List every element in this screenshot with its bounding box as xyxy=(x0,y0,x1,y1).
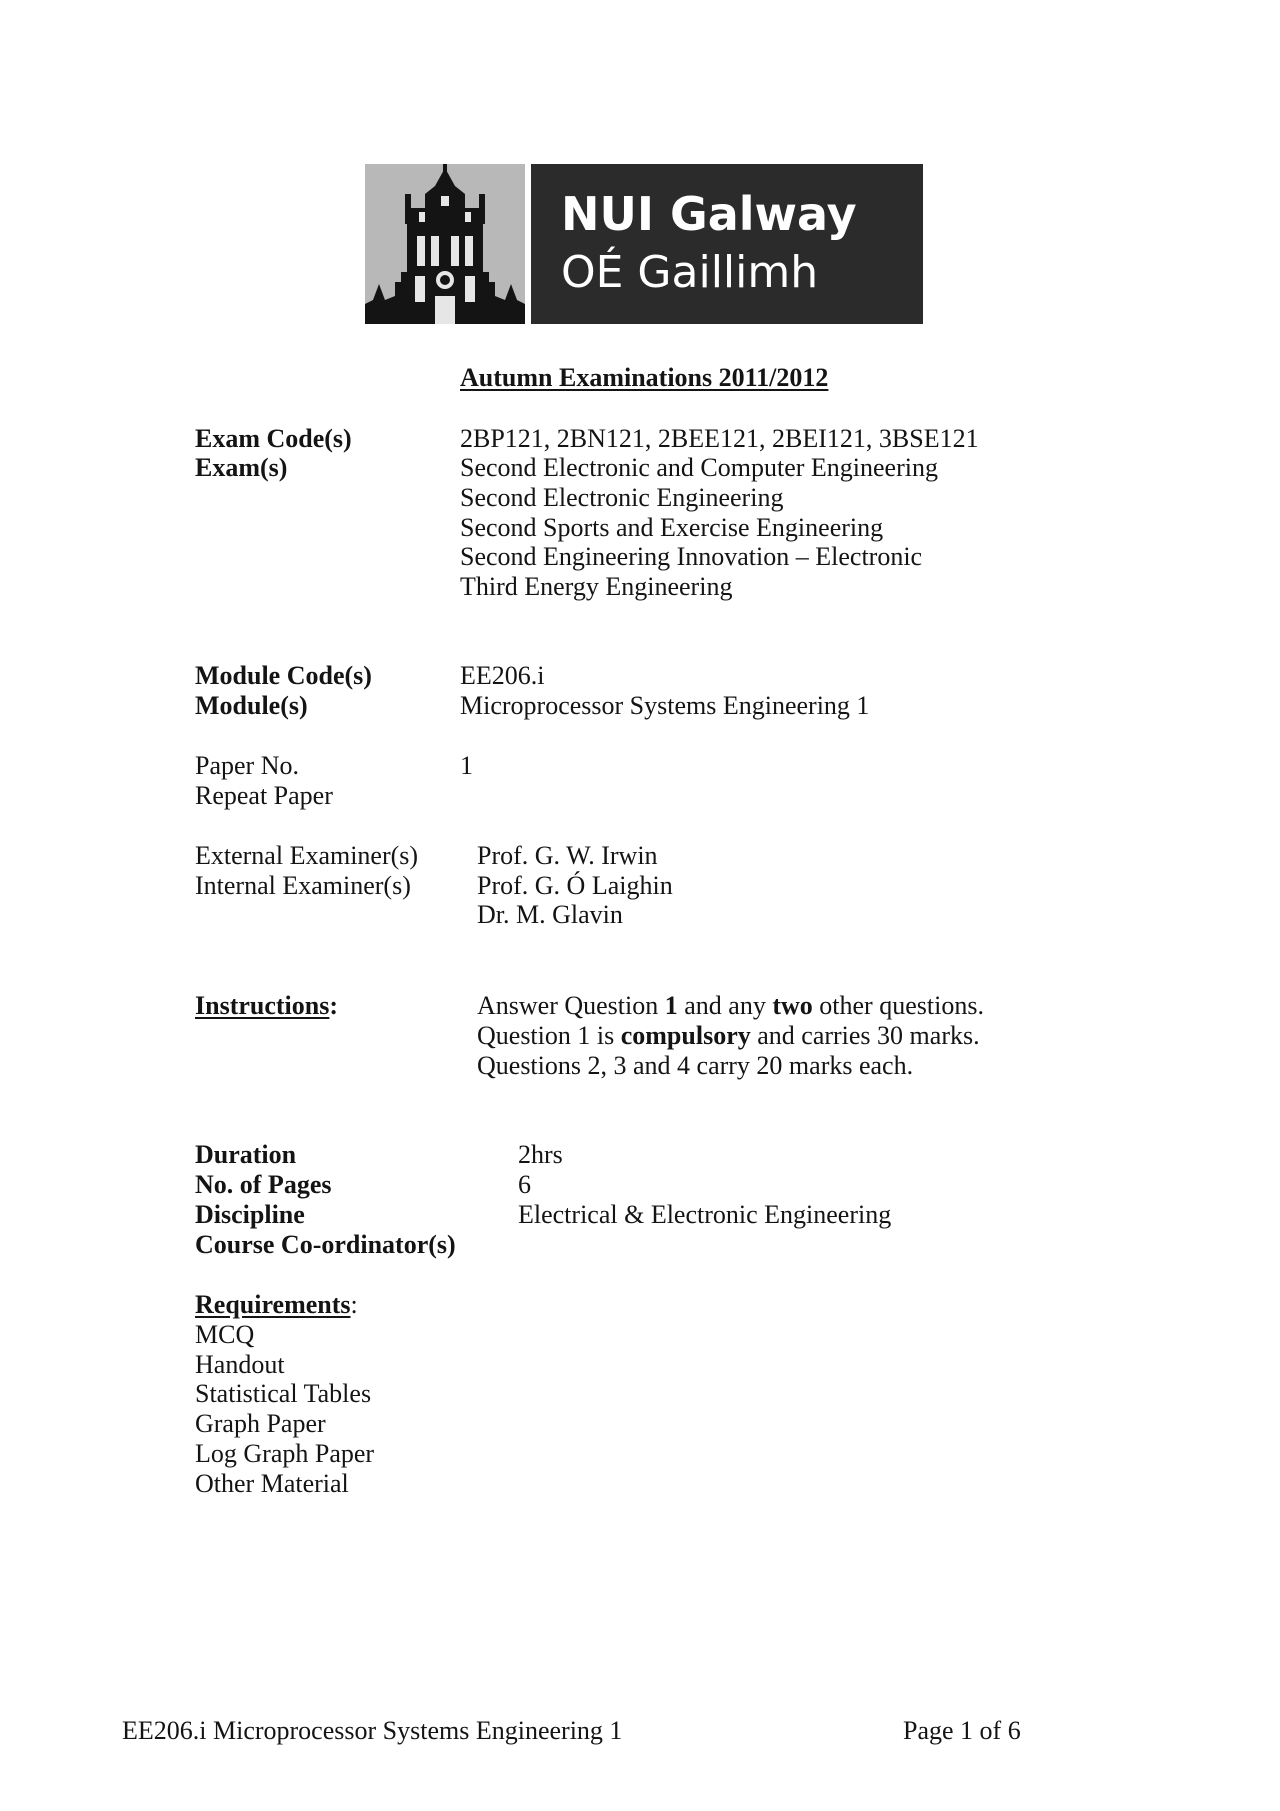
external-examiner-name: Prof. G. W. Irwin xyxy=(477,841,658,870)
instruction-emphasis: compulsory xyxy=(620,1021,751,1050)
footer-module-title: EE206.i Microprocessor Systems Engineering 1 xyxy=(122,1716,623,1745)
module-codes-label: Module Code(s) xyxy=(195,661,372,690)
requirements-label-colon: : xyxy=(350,1290,358,1319)
exams-label: Exam(s) xyxy=(195,453,288,482)
requirement-item: Statistical Tables xyxy=(195,1379,372,1408)
internal-examiner-name: Prof. G. Ó Laighin xyxy=(477,871,673,900)
requirement-item: Other Material xyxy=(195,1469,349,1498)
exam-codes-value: 2BP121, 2BN121, 2BEE121, 2BEI121, 3BSE121 xyxy=(460,424,979,453)
instructions-label xyxy=(195,991,338,1021)
logo-wordmark xyxy=(531,164,923,324)
exam-name: Second Sports and Exercise Engineering xyxy=(460,513,884,542)
no-of-pages-label: No. of Pages xyxy=(195,1170,332,1199)
module-codes-value: EE206.i xyxy=(460,661,545,690)
exam-name: Second Engineering Innovation – Electronic xyxy=(460,542,923,571)
repeat-paper-label: Repeat Paper xyxy=(195,781,333,810)
tower-emblem-icon xyxy=(365,164,525,324)
instruction-text: and carries 30 marks. xyxy=(750,1021,980,1050)
exam-title: Autumn Examinations 2011/2012 xyxy=(460,363,829,392)
instruction-emphasis: 1 xyxy=(664,991,678,1020)
instruction-line-3: Questions 2, 3 and 4 carry 20 marks each. xyxy=(477,1051,914,1080)
footer-page-number: Page 1 of 6 xyxy=(903,1716,1021,1745)
instruction-text: and any xyxy=(677,991,773,1020)
instructions-label-text: Instructions xyxy=(195,991,330,1020)
requirement-item: Handout xyxy=(195,1350,285,1379)
internal-examiner-name: Dr. M. Glavin xyxy=(477,900,623,929)
instruction-text: Answer Question xyxy=(477,991,665,1020)
exam-name: Third Energy Engineering xyxy=(460,572,733,601)
course-coordinator-label: Course Co-ordinator(s) xyxy=(195,1230,456,1259)
instruction-text: Question 1 is xyxy=(477,1021,621,1050)
instruction-text: other questions. xyxy=(812,991,984,1020)
modules-label: Module(s) xyxy=(195,691,308,720)
paper-no-value: 1 xyxy=(460,751,473,780)
requirements-label xyxy=(195,1290,358,1320)
discipline-value: Electrical & Electronic Engineering xyxy=(518,1200,892,1229)
requirement-item: Log Graph Paper xyxy=(195,1439,375,1468)
duration-value: 2hrs xyxy=(518,1140,563,1169)
requirement-item: Graph Paper xyxy=(195,1409,326,1438)
internal-examiners-label: Internal Examiner(s) xyxy=(195,871,411,900)
requirement-item: MCQ xyxy=(195,1320,255,1349)
requirements-label-text: Requirements xyxy=(195,1290,351,1319)
exam-name: Second Electronic and Computer Engineering xyxy=(460,453,938,482)
instruction-line-2 xyxy=(477,1021,980,1051)
instruction-emphasis: two xyxy=(772,991,813,1020)
exam-name: Second Electronic Engineering xyxy=(460,483,784,512)
paper-no-label: Paper No. xyxy=(195,751,299,780)
duration-label: Duration xyxy=(195,1140,297,1169)
logo-line-english: NUI Galway xyxy=(561,187,857,241)
no-of-pages-value: 6 xyxy=(518,1170,531,1199)
exam-codes-label: Exam Code(s) xyxy=(195,424,352,453)
external-examiners-label: External Examiner(s) xyxy=(195,841,419,870)
instruction-line-1 xyxy=(477,991,984,1021)
instructions-label-colon: : xyxy=(329,991,339,1020)
modules-value: Microprocessor Systems Engineering 1 xyxy=(460,691,870,720)
university-logo xyxy=(365,164,923,324)
discipline-label: Discipline xyxy=(195,1200,305,1229)
logo-line-irish: OÉ Gaillimh xyxy=(561,247,819,298)
